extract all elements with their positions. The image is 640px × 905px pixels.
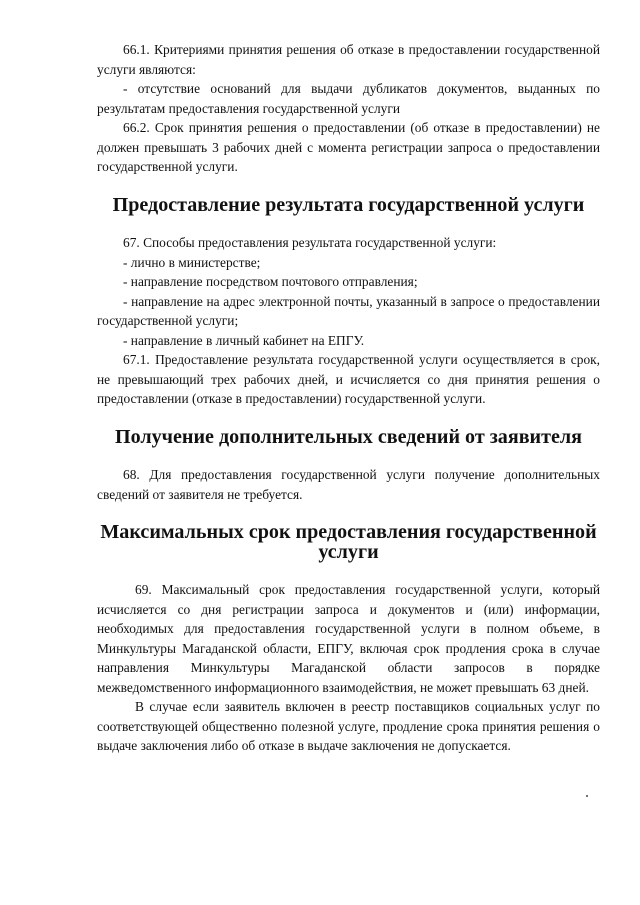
heading-result: Предоставление результата государственной услуги	[112, 193, 585, 216]
paragraph-66-1-item: - отсутствие оснований для выдачи дубликатов документов, выданных по результатам предоставления государственной услуги	[97, 81, 600, 116]
paragraph-69-note: В случае если заявитель включен в реестр поставщиков социальных услуг по соответствующей общественно полезной услуге, продление срока принятия решения о выдаче заключения либо об отказе в выдаче заключения не допускается.	[97, 699, 600, 753]
spacer	[97, 177, 600, 196]
spacer	[97, 215, 600, 233]
spacer	[97, 447, 600, 465]
paragraph-67-item-2: - направление посредством почтового отправления;	[123, 274, 418, 289]
spacer	[97, 409, 600, 428]
scan-speck	[586, 795, 588, 797]
paragraph-66-1: 66.1. Критериями принятия решения об отказе в предоставлении государственной услуги являются:	[97, 42, 600, 77]
heading-additional: Получение дополнительных сведений от заявителя	[114, 425, 583, 448]
document-page	[97, 40, 600, 756]
paragraph-67: 67. Способы предоставления результата государственной услуги:	[123, 235, 497, 250]
paragraph-67-item-3: - направление на адрес электронной почты, указанный в запросе о предоставлении государственной услуги;	[97, 293, 600, 328]
spacer	[97, 562, 600, 580]
paragraph-68: 68. Для предоставления государственной услуги получение дополнительных сведений от заявителя не требуется.	[97, 467, 600, 502]
paragraph-67-item-4: - направление в личный кабинет на ЕПГУ.	[123, 332, 365, 348]
paragraph-67-1: 67.1. Предоставление результата государственной услуги осуществляется в срок, не превышающий трех рабочих дней, и исчисляется со дня принятия решения о предоставлении (отказе в предоставлении) государственной услуги.	[97, 352, 600, 406]
paragraph-66-2: 66.2. Срок принятия решения о предоставлении (об отказе в предоставлении) не должен превышать 3 рабочих дней с момента регистрации запроса о предоставлении государственной услуги.	[97, 120, 600, 174]
paragraph-69: 69. Максимальный срок предоставления государственной услуги, который исчисляется со дня регистрации запроса и документов и (или) информации, необходимых для предоставления государственной услуги в полном объеме, в Минкультуры Магаданской области, ЕПГУ, включая срок продления срока в случае направления Минкультуры Магаданской области запросов в порядке межведомственного информационного взаимодействия, не может превышать 63 дней.	[97, 582, 600, 695]
heading-max-term: Максимальных срок предоставления государственной услуги	[100, 521, 597, 563]
paragraph-67-item-1: - лично в министерстве;	[123, 254, 261, 270]
